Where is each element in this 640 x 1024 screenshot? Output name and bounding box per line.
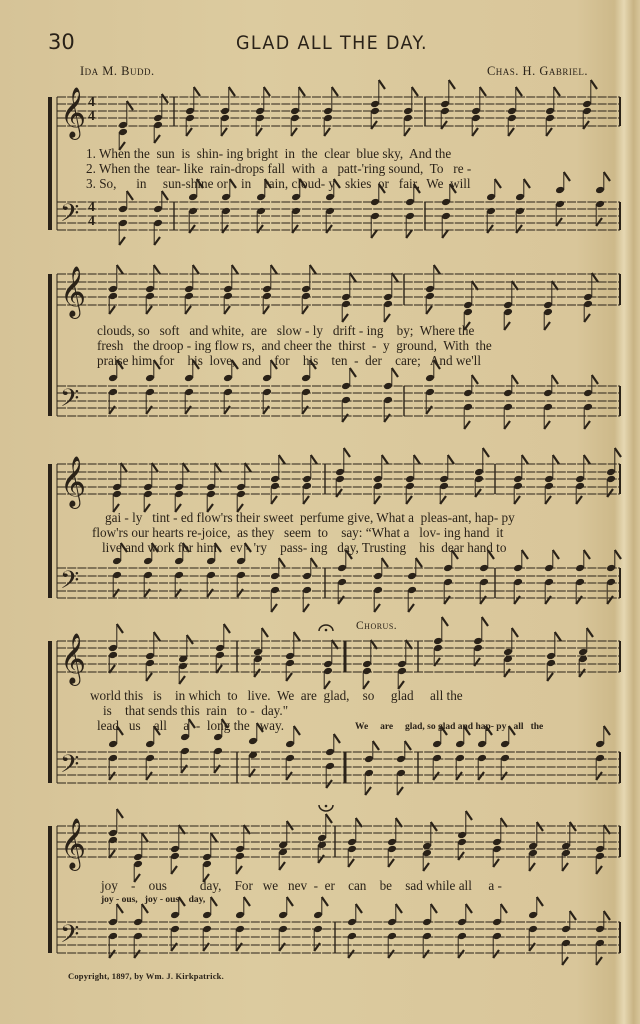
note-flag [109, 306, 115, 314]
note-flag [142, 833, 148, 842]
note-flag [146, 406, 152, 414]
note-flag [127, 191, 133, 200]
note-flag [405, 741, 411, 750]
note-flag [556, 218, 562, 226]
bass-clef-icon: 𝄢 [60, 566, 80, 601]
note-flag [318, 855, 324, 863]
note-flag [344, 448, 350, 457]
note-flag [146, 673, 152, 681]
note-flag [324, 128, 330, 136]
note-flag [171, 866, 177, 874]
note-flag [456, 772, 462, 780]
note-flag [310, 265, 316, 274]
note-flag [279, 455, 285, 464]
note-flag [154, 632, 160, 641]
treble-clef-icon: 𝄞 [60, 266, 87, 317]
note-flag [232, 265, 238, 274]
note-flag [579, 669, 585, 677]
note-flag [545, 596, 551, 604]
note-flag [332, 87, 338, 96]
note-flag [154, 237, 160, 245]
note-flag [257, 225, 263, 233]
chorus-alto-bass-lyric: We are glad, so glad and hap- py all the [355, 722, 544, 732]
note-flag [229, 87, 235, 96]
note-flag [576, 496, 582, 504]
hymn-title: GLAD ALL THE DAY. [235, 32, 428, 54]
note-flag [604, 726, 610, 735]
note-flag [434, 265, 440, 274]
note-flag [271, 604, 277, 612]
note-flag [203, 943, 209, 951]
note-flag [584, 314, 590, 322]
lyricist-credit: Ida M. Budd. [80, 64, 155, 78]
note-flag [464, 421, 470, 429]
system-bracket [48, 97, 52, 230]
note-flag [576, 596, 582, 604]
note-flag [512, 628, 518, 637]
note-flag [615, 550, 621, 559]
note-flag [237, 589, 243, 597]
note-flag [146, 306, 152, 314]
note-flag [562, 863, 568, 871]
note-flag [440, 496, 446, 504]
note-flag [338, 596, 344, 604]
note-flag [224, 406, 230, 414]
note-flag [516, 87, 522, 96]
bass-clef-icon: 𝄢 [60, 199, 80, 234]
note-flag [179, 676, 185, 684]
note-flag [493, 950, 499, 958]
lyric-verse-3: praise him for his love, and for his ten - der care; And we'll [97, 353, 481, 368]
note-flag [522, 455, 528, 464]
note-flag [596, 866, 602, 874]
note-flag [512, 375, 518, 384]
note-flag [365, 787, 371, 795]
note-flag [194, 87, 200, 96]
bass-clef-icon: 𝄢 [60, 750, 80, 785]
note-flag [326, 780, 332, 788]
note-flag [472, 128, 478, 136]
note-flag [406, 230, 412, 238]
copyright-notice: Copyright, 1897, by Wm. J. Kirkpatrick. [68, 971, 224, 981]
note-flag [474, 658, 480, 666]
treble-clef-icon: 𝄞 [60, 456, 87, 507]
lyric-verse-2: fresh the droop - ing flow rs, and cheer the thirst - y ground, With the [97, 338, 492, 353]
note-flag [187, 635, 193, 644]
note-flag [584, 421, 590, 429]
note-flag [423, 950, 429, 958]
note-flag [426, 306, 432, 314]
note-flag [302, 306, 308, 314]
note-flag [514, 496, 520, 504]
note-flag [583, 121, 589, 129]
note-flag [379, 80, 385, 89]
note-flag [263, 406, 269, 414]
note-flag [314, 943, 320, 951]
time-signature: 4 [88, 109, 95, 124]
note-flag [388, 950, 394, 958]
note-flag [189, 225, 195, 233]
composer-credit: Chas. H. Gabriel. [486, 64, 588, 78]
note-flag [584, 550, 590, 559]
note-flag [271, 496, 277, 504]
note-flag [564, 172, 570, 181]
note-flag [423, 863, 429, 871]
treble-clef-icon: 𝄞 [60, 818, 87, 869]
note-flag [374, 604, 380, 612]
note-flag [522, 550, 528, 559]
note-flag [171, 943, 177, 951]
note-flag [292, 225, 298, 233]
note-flag [263, 306, 269, 314]
note-flag [495, 179, 501, 188]
note-flag [334, 734, 340, 743]
note-flag [514, 596, 520, 604]
note-flag [388, 859, 394, 867]
note-flag [570, 911, 576, 920]
note-flag [414, 455, 420, 464]
note-flag [207, 589, 213, 597]
note-flag [544, 322, 550, 330]
note-flag [382, 558, 388, 567]
note-flag [466, 811, 472, 820]
chorus-echo-lyric: joy - ous, joy - ous day, [101, 895, 206, 905]
note-flag [299, 87, 305, 96]
note-flag [303, 604, 309, 612]
note-flag [397, 787, 403, 795]
note-flag [442, 617, 448, 626]
note-flag [117, 265, 123, 274]
note-flag [342, 414, 348, 422]
note-flag [291, 128, 297, 136]
note-flag [371, 230, 377, 238]
note-flag [302, 406, 308, 414]
note-flag [546, 128, 552, 136]
note-flag [504, 669, 510, 677]
note-flag [127, 101, 133, 110]
lyric-verse-2: is that sends this rain to - day." [103, 703, 289, 718]
note-flag [508, 128, 514, 136]
note-flag [185, 406, 191, 414]
note-flag [193, 265, 199, 274]
note-flag [154, 135, 160, 143]
fermata-dot [325, 805, 328, 808]
note-flag [311, 558, 317, 567]
note-flag [236, 866, 242, 874]
note-flag [214, 765, 220, 773]
note-flag [596, 218, 602, 226]
system-bracket [48, 826, 52, 953]
note-flag [615, 448, 621, 457]
note-flag [501, 904, 507, 913]
time-signature: 4 [88, 95, 95, 110]
system-bracket [48, 464, 52, 598]
lyric-verse-2: flow'rs our hearts re-joice, as they seem to say: “What a lov- ing hand it [92, 525, 504, 540]
note-flag [348, 859, 354, 867]
note-flag [262, 628, 268, 637]
fermata-dot [325, 629, 328, 632]
note-flag [244, 897, 250, 906]
note-flag [211, 897, 217, 906]
note-flag [146, 772, 152, 780]
note-flag [264, 87, 270, 96]
lyric-chorus: joy - ous day, For we nev - er can be sad while all a - [101, 878, 502, 893]
page-number: 30 [48, 30, 75, 54]
note-flag [406, 496, 412, 504]
note-flag [254, 669, 260, 677]
note-flag [441, 121, 447, 129]
note-flag [286, 673, 292, 681]
note-flag [236, 943, 242, 951]
note-flag [472, 375, 478, 384]
note-flag [408, 604, 414, 612]
note-flag [431, 904, 437, 913]
note-flag [326, 225, 332, 233]
note-flag [604, 172, 610, 181]
note-flag [134, 950, 140, 958]
note-flag [480, 596, 486, 604]
lyric-verse-1: 1. When the sun is shin- ing bright in the clear blue sky, And the [86, 146, 452, 161]
note-flag [547, 673, 553, 681]
note-flag [256, 128, 262, 136]
note-flag [144, 589, 150, 597]
note-flag [322, 897, 328, 906]
note-flag [162, 191, 168, 200]
note-flag [175, 589, 181, 597]
note-flag [458, 852, 464, 860]
system-bracket [48, 641, 52, 783]
note-flag [552, 375, 558, 384]
note-flag [480, 87, 486, 96]
note-flag [482, 617, 488, 626]
note-flag [504, 421, 510, 429]
note-flag [545, 496, 551, 504]
note-flag [185, 306, 191, 314]
note-flag [524, 179, 530, 188]
note-flag [109, 950, 115, 958]
note-flag [448, 455, 454, 464]
note-flag [356, 904, 362, 913]
note-flag [113, 589, 119, 597]
lyric-verse-1: world this is in which to live. We are glad, so glad all the [90, 688, 463, 703]
note-flag [501, 772, 507, 780]
note-flag [607, 489, 613, 497]
note-flag [221, 128, 227, 136]
note-flag [119, 237, 125, 245]
note-flag [544, 421, 550, 429]
note-flag [442, 230, 448, 238]
note-flag [466, 904, 472, 913]
time-signature: 4 [88, 214, 95, 229]
note-flag [584, 455, 590, 464]
treble-clef-icon: 𝄞 [60, 633, 87, 684]
note-flag [350, 368, 356, 377]
note-flag [553, 550, 559, 559]
note-flag [591, 80, 597, 89]
note-flag [483, 448, 489, 457]
note-flag [504, 322, 510, 330]
lyric-verse-3: live and work for him ev - 'ry pass- ing day, Trusting his dear hand to [102, 540, 507, 555]
note-flag [117, 809, 123, 818]
note-flag [181, 765, 187, 773]
note-flag [382, 455, 388, 464]
note-flag [384, 314, 390, 322]
note-flag [449, 80, 455, 89]
note-flag [109, 772, 115, 780]
bass-clef-icon: 𝄢 [60, 920, 80, 955]
note-flag [404, 128, 410, 136]
note-flag [224, 306, 230, 314]
time-signature: 4 [88, 200, 95, 215]
note-flag [607, 596, 613, 604]
note-flag [587, 628, 593, 637]
note-flag [279, 943, 285, 951]
note-flag [374, 496, 380, 504]
note-flag [303, 496, 309, 504]
note-flag [371, 121, 377, 129]
note-flag [416, 558, 422, 567]
lyric-verse-3: 3. So, in sun-shine or in rain, cloud- y skies or fair, We will [86, 176, 471, 191]
note-flag [537, 897, 543, 906]
note-flag [109, 406, 115, 414]
note-flag [396, 904, 402, 913]
note-flag [162, 94, 168, 103]
note-flag [555, 632, 561, 641]
note-flag [434, 658, 440, 666]
note-flag [604, 911, 610, 920]
note-flag [249, 769, 255, 777]
note-flag [487, 225, 493, 233]
note-flag [294, 726, 300, 735]
note-flag [433, 772, 439, 780]
lyric-verse-1: gai - ly tint - ed flow'rs their sweet perfume give, What a pleas-ant, hap- py [105, 510, 515, 525]
note-flag [529, 863, 535, 871]
treble-clef-icon: 𝄞 [60, 87, 87, 138]
note-flag [154, 265, 160, 274]
lyric-verse-2: 2. When the tear- like rain-drops fall with a patt-'ring sound, To re - [86, 161, 472, 176]
note-flag [596, 957, 602, 965]
note-flag [384, 414, 390, 422]
note-flag [224, 624, 230, 633]
note-flag [426, 406, 432, 414]
bass-clef-icon: 𝄢 [60, 384, 80, 419]
note-flag [286, 772, 292, 780]
note-flag [493, 859, 499, 867]
note-flag [554, 87, 560, 96]
note-flag [562, 957, 568, 965]
note-flag [412, 87, 418, 96]
note-flag [592, 375, 598, 384]
note-flag [294, 632, 300, 641]
note-flag [311, 455, 317, 464]
note-flag [596, 772, 602, 780]
note-flag [516, 225, 522, 233]
note-flag [458, 950, 464, 958]
note-flag [373, 741, 379, 750]
note-flag [348, 950, 354, 958]
note-flag [478, 772, 484, 780]
note-flag [222, 225, 228, 233]
note-flag [553, 455, 559, 464]
system-bracket [48, 274, 52, 416]
note-flag [186, 128, 192, 136]
note-flag [279, 558, 285, 567]
lyric-verse-3: lead us all a - long the way. [97, 718, 285, 733]
note-flag [326, 814, 332, 823]
note-flag [529, 943, 535, 951]
chorus-label: Chorus. [356, 620, 398, 632]
note-flag [475, 489, 481, 497]
lyric-verse-1: clouds, so soft and white, are slow - ly drift - ing by; Where the [97, 323, 475, 338]
note-flag [336, 489, 342, 497]
note-flag [271, 265, 277, 274]
note-flag [279, 862, 285, 870]
note-flag [287, 897, 293, 906]
note-flag [392, 368, 398, 377]
note-flag [444, 596, 450, 604]
note-flag [342, 314, 348, 322]
note-flag [117, 624, 123, 633]
note-flag [211, 833, 217, 842]
